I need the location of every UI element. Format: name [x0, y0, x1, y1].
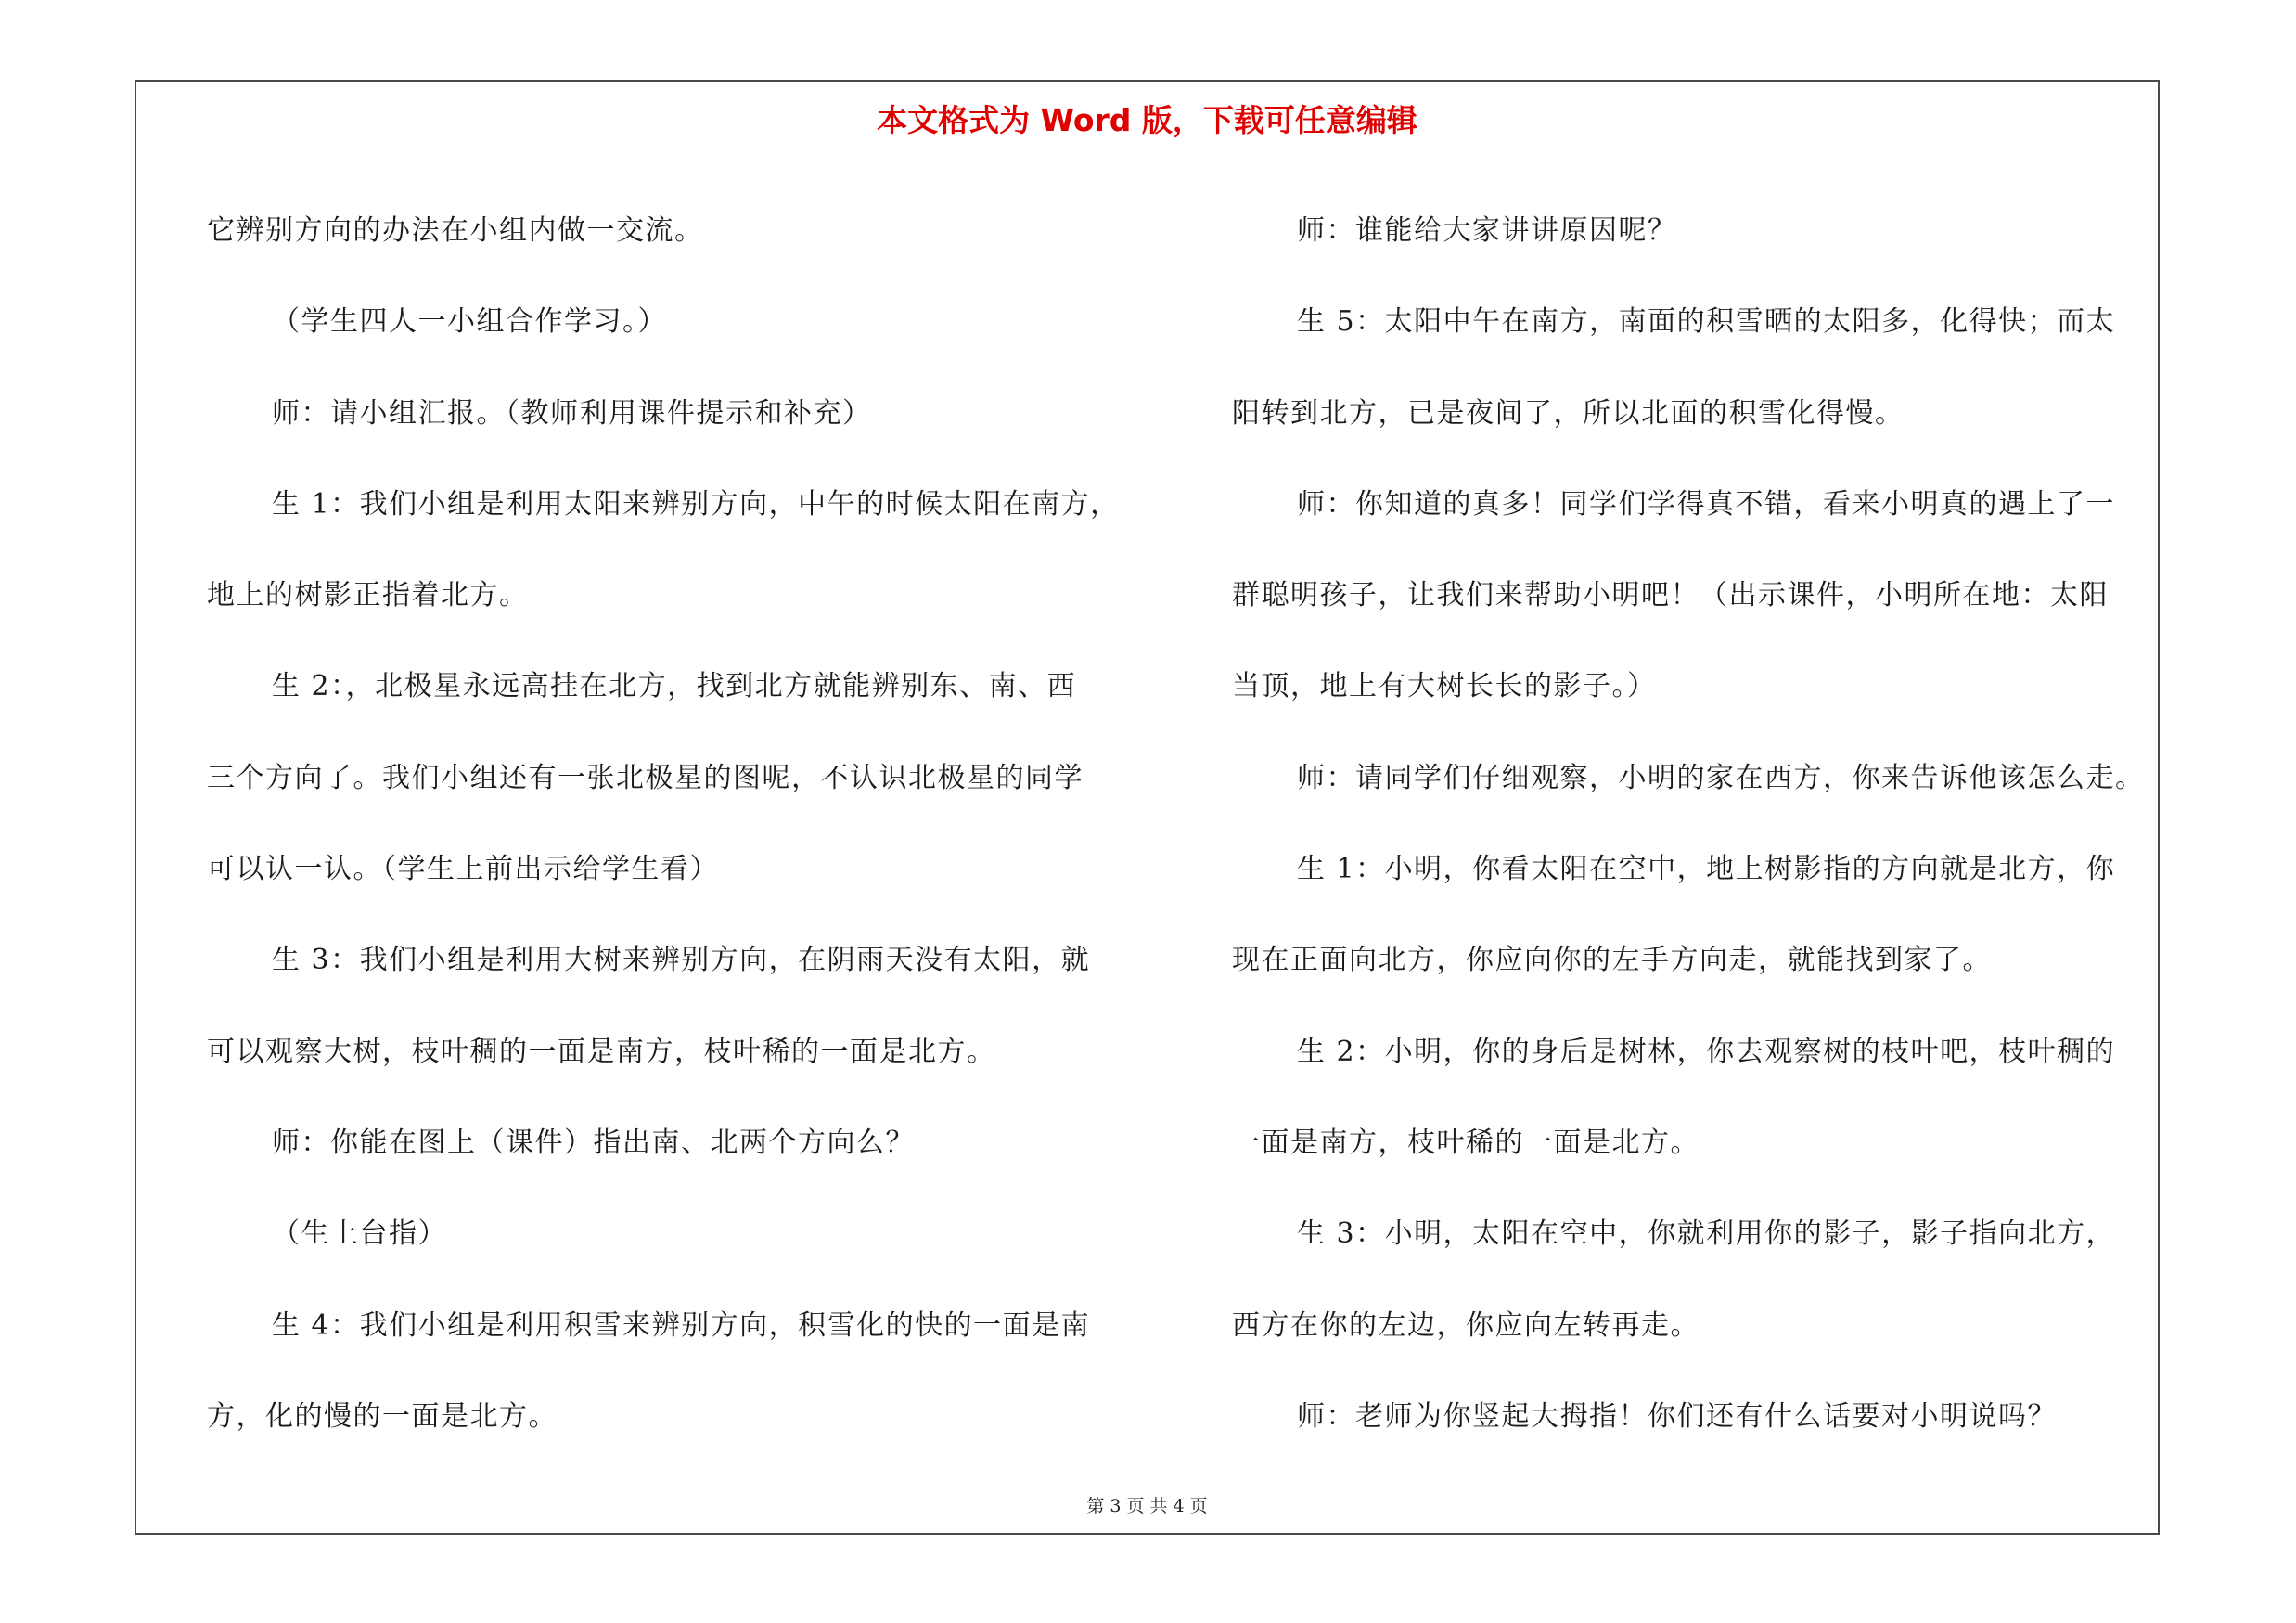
text-line: 师：你能在图上（课件）指出南、北两个方向么？: [272, 1126, 915, 1159]
text-line: 生 2：小明，你的身后是树林，你去观察树的枝叶吧，枝叶稠的: [1297, 1035, 2116, 1068]
text-line: 生 3：我们小组是利用大树来辨别方向，在阴雨天没有太阳，就: [272, 944, 1091, 977]
text-line: 师：老师为你竖起大拇指！你们还有什么话要对小明说吗？: [1297, 1399, 2057, 1433]
text-line: 师：请小组汇报。（教师利用课件提示和补充）: [272, 396, 872, 430]
text-line: 师：你知道的真多！同学们学得真不错，看来小明真的遇上了一: [1297, 487, 2115, 521]
text-line: 师：请同学们仔细观察，小明的家在西方，你来告诉他该怎么走。: [1297, 761, 2145, 794]
text-line: （生上台指）: [272, 1217, 447, 1251]
right-column: [1232, 186, 2155, 1462]
page-frame: [135, 80, 2160, 1535]
page-header: 本文格式为 Word 版，下载可任意编辑: [877, 102, 1417, 138]
text-line: 生 1：我们小组是利用太阳来辨别方向，中午的时候太阳在南方，: [272, 487, 1120, 521]
text-line: 它辨别方向的办法在小组内做一交流。: [207, 214, 704, 247]
text-line: 生 5：太阳中午在南方，南面的积雪晒的太阳多，化得快；而太: [1297, 305, 2116, 339]
text-line: 地上的树影正指着北方。: [207, 579, 529, 612]
text-line: 现在正面向北方，你应向你的左手方向走，就能找到家了。: [1232, 944, 1992, 977]
text-line: 西方在你的左边，你应向左转再走。: [1232, 1308, 1700, 1342]
text-line: 生 1：小明，你看太阳在空中，地上树影指的方向就是北方，你: [1297, 853, 2116, 886]
text-line: （学生四人一小组合作学习。）: [272, 305, 667, 339]
text-line: 师：谁能给大家讲讲原因呢？: [1297, 214, 1677, 247]
text-line: 可以观察大树，枝叶稠的一面是南方，枝叶稀的一面是北方。: [207, 1035, 996, 1068]
text-line: 当顶，地上有大树长长的影子。）: [1232, 670, 1657, 703]
text-line: 可以认一认。（学生上前出示给学生看）: [207, 853, 719, 886]
text-line: 三个方向了。我们小组还有一张北极星的图呢，不认识北极星的同学: [207, 761, 1084, 794]
page-footer: 第 3 页 共 4 页: [1086, 1496, 1208, 1516]
text-line: 方，化的慢的一面是北方。: [207, 1399, 558, 1433]
text-line: 生 3：小明，太阳在空中，你就利用你的影子，影子指向北方，: [1297, 1217, 2116, 1251]
text-line: 生 2：，北极星永远高挂在北方，找到北方就能辨别东、南、西: [272, 670, 1077, 703]
text-line: 阳转到北方，已是夜间了，所以北面的积雪化得慢。: [1232, 396, 1905, 430]
text-line: 一面是南方，枝叶稀的一面是北方。: [1232, 1126, 1700, 1159]
text-line: 生 4：我们小组是利用积雪来辨别方向，积雪化的快的一面是南: [272, 1308, 1091, 1342]
text-line: 群聪明孩子，让我们来帮助小明吧！（出示课件，小明所在地：太阳: [1232, 579, 2109, 612]
left-column: [207, 186, 1130, 1462]
